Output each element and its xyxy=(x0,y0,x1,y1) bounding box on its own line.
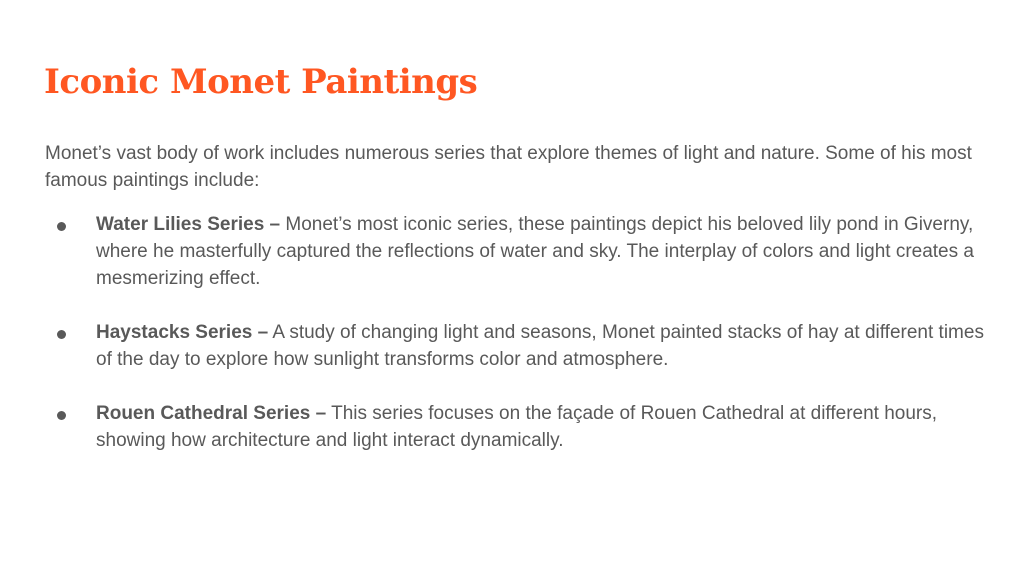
bullet-text: This series focuses on the façade of Rouen Cathedral at different hours, showing how architecture and light interact dynamically. xyxy=(96,403,938,451)
bullet-item-water-lilies xyxy=(45,211,985,292)
bullet-item-rouen-cathedral xyxy=(45,400,985,454)
bullet-dot-icon xyxy=(57,330,66,339)
bullet-dot-icon xyxy=(57,411,66,420)
bullet-text: A study of changing light and seasons, Monet painted stacks of hay at different times of the day to explore how sunlight transforms color and atmosphere. xyxy=(96,322,984,370)
bullet-term: Rouen Cathedral Series – xyxy=(96,403,327,424)
bullet-term: Water Lilies Series – xyxy=(96,214,281,235)
bullet-term: Haystacks Series – xyxy=(96,322,269,343)
intro-paragraph: Monet’s vast body of work includes numerous series that explore themes of light and nature. Some of his most famous paintings include: xyxy=(45,143,972,191)
bullet-list xyxy=(45,211,985,481)
bullet-item-haystacks xyxy=(45,319,985,373)
bullet-dot-icon xyxy=(57,222,66,231)
slide-title: Iconic Monet Paintings xyxy=(44,62,478,102)
bullet-text: Monet’s most iconic series, these paintings depict his beloved lily pond in Giverny, where he masterfully captured the reflections of water and sky. The interplay of colors and light creates a mesmerizing effect. xyxy=(96,214,974,289)
